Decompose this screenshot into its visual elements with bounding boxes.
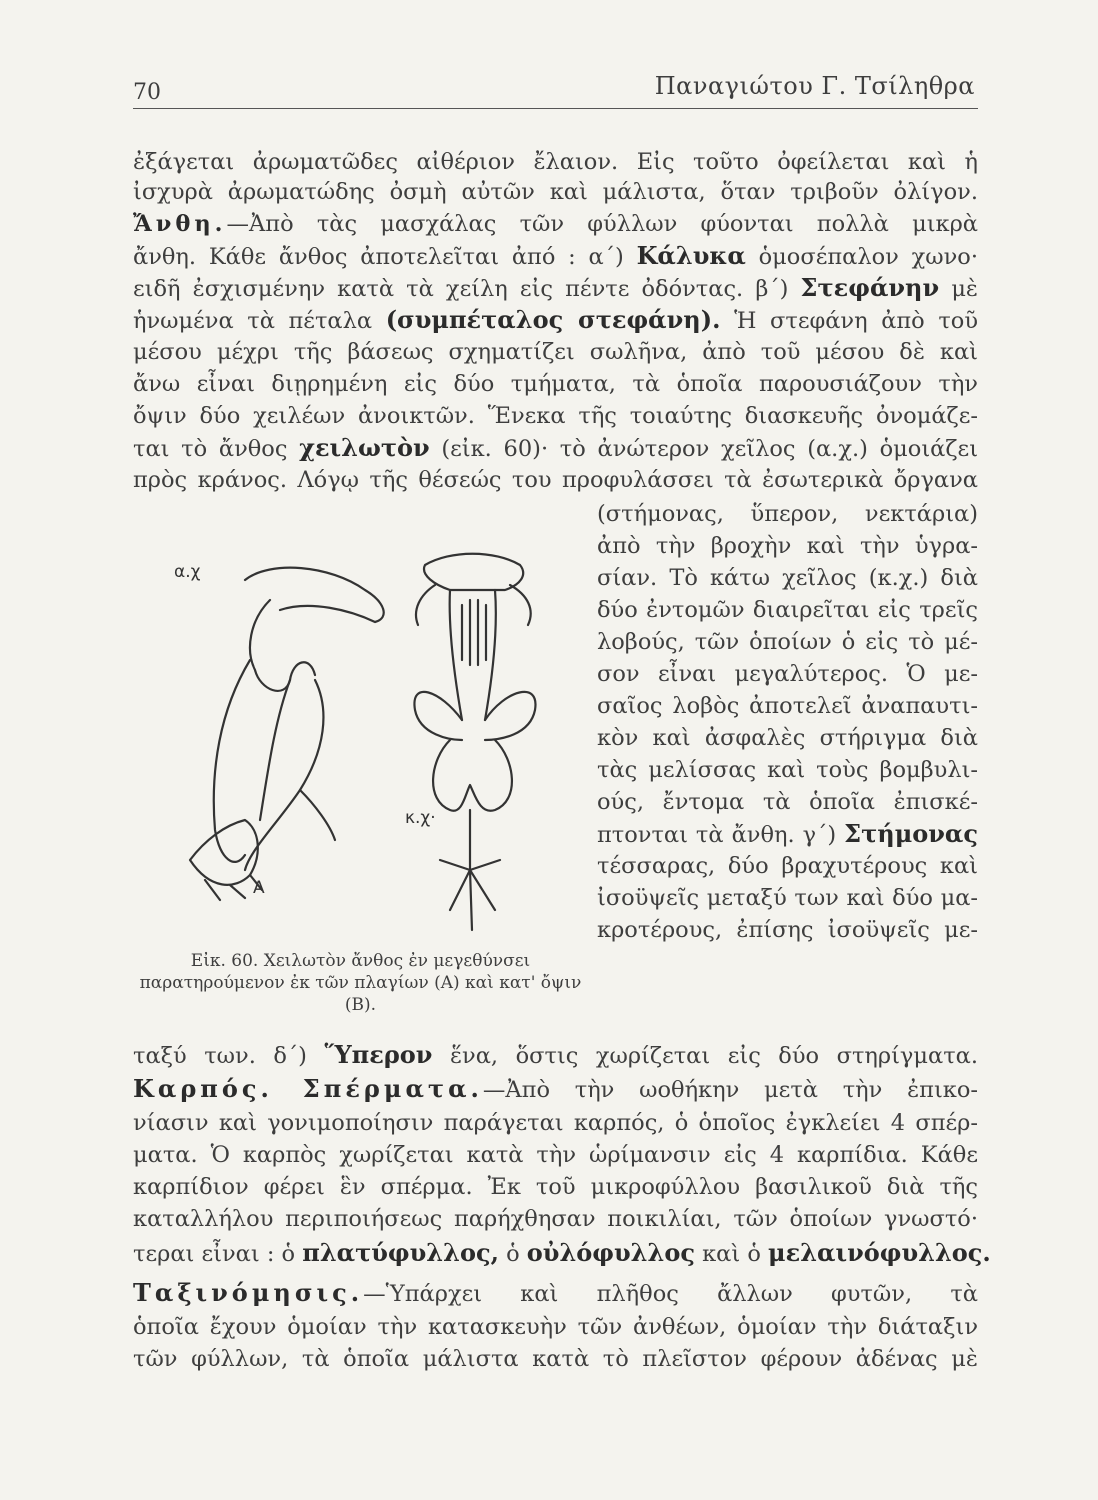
text-line: καρπίδιον φέρει ἓν σπέρμα. Ἐκ τοῦ μικροφύλλου βασιλικοῦ διὰ τῆς [133, 1174, 978, 1200]
text-line: ται τὸ ἄνθος χειλωτὸν (εἰκ. 60)· τὸ ἀνώτερον χεῖλος (α.χ.) ὁμοιάζει [133, 433, 979, 462]
text-line: ὄψιν δύο χειλέων ἀνοικτῶν. Ἕνεκα τῆς τοιαύτης διασκευῆς ὀνομάζε- [133, 403, 978, 429]
text-line: ἄνθη. Κάθε ἄνθος ἀποτελεῖται ἀπό : α΄) Κάλυκα ὁμοσέπαλον χωνο· [133, 241, 978, 270]
text-line: λοβούς, τῶν ὁποίων ὁ εἰς τὸ μέ- [597, 629, 978, 655]
term-sympetalos: (συμπέταλος στεφάνη). [385, 305, 721, 334]
term-melainofyllos: μελαινόφυλλος. [768, 1238, 991, 1267]
text-line: σον εἶναι μεγαλύτερος. Ὁ με- [597, 661, 978, 687]
text-line: δύο ἐντομῶν διαιρεῖται εἰς τρεῖς [597, 597, 978, 623]
text-line: ἐξάγεται ἀρωματῶδες αἰθέριον ἔλαιον. Εἰς τοῦτο ὀφείλεται καὶ ἡ [133, 149, 978, 175]
term-oulofyllos: οὐλόφυλλος [526, 1238, 695, 1267]
text-line: Ἄνθη.—Ἀπὸ τὰς μασχάλας τῶν φύλλων φύονται πολλὰ μικρὰ [133, 211, 978, 237]
term-stefanin: Στεφάνην [800, 273, 940, 302]
label-lower-lip: κ.χ· [405, 808, 436, 828]
term-platyfyllos: πλατύφυλλος, [302, 1238, 499, 1267]
text-line: ειδῆ ἐσχισμένην κατὰ τὰ χείλη εἰς πέντε ὀδόντας. β΄) Στεφάνην μὲ [133, 273, 979, 302]
heading-karpos: Καρπός. Σπέρματα. [133, 1074, 483, 1103]
text-line: σίαν. Τὸ κάτω χεῖλος (κ.χ.) διὰ [597, 565, 978, 591]
label-side-view: Α [253, 878, 265, 898]
header-rule [133, 108, 978, 109]
text-line: τεραι εἶναι : ὁ πλατύφυλλος, ὁ οὐλόφυλλος καὶ ὁ μελαινόφυλλος. [133, 1238, 991, 1267]
text-line: τέσσαρας, δύο βραχυτέρους καὶ [597, 853, 978, 879]
figure-caption: Εἰκ. 60. Χειλωτὸν ἄνθος ἐν μεγεθύνσει παρατηρούμενον ἐκ τῶν πλαγίων (Α) καὶ κατ' ὄψιν (Β). [139, 951, 582, 1015]
text-line: νίασιν καὶ γονιμοποίησιν παράγεται καρπός, ὁ ὁποῖος ἐγκλείει 4 σπέρ- [133, 1110, 978, 1136]
text-line: τῶν φύλλων, τὰ ὁποῖα μάλιστα κατὰ τὸ πλεῖστον φέρουν ἀδένας μὲ [133, 1346, 978, 1372]
figure-60-labiate-flower [150, 540, 590, 940]
text-line: πτονται τὰ ἄνθη. γ΄) Στήμονας [597, 819, 979, 848]
heading-taxinomisis: Ταξινόμησις. [133, 1278, 364, 1307]
text-line: (στήμονας, ὕπερον, νεκτάρια) [597, 501, 978, 527]
text-line: κὸν καὶ ἀσφαλὲς στήριγμα διὰ [597, 725, 978, 751]
term-cheilotos: χειλωτὸν [299, 433, 430, 462]
running-head: Παναγιώτου Γ. Τσίληθρα [654, 72, 975, 100]
page-number: 70 [133, 80, 161, 105]
text-line: Ταξινόμησις.—Ὑπάρχει καὶ πλῆθος ἄλλων φυτῶν, τὰ [133, 1278, 978, 1307]
text-line: καταλλήλου περιποιήσεως παρήχθησαν ποικιλίαι, τῶν ὁποίων γνωστό· [133, 1206, 978, 1232]
text-line: ἄνω εἶναι διῃρημένη εἰς δύο τμήματα, τὰ ὁποῖα παρουσιάζουν τὴν [133, 371, 978, 397]
text-line: ἡνωμένα τὰ πέταλα (συμπέταλος στεφάνη). Ἡ στεφάνη ἀπὸ τοῦ [133, 305, 979, 334]
text-line: ματα. Ὁ καρπὸς χωρίζεται κατὰ τὴν ὡρίμανσιν εἰς 4 καρπίδια. Κάθε [133, 1142, 978, 1168]
text-line: τὰς μελίσσας καὶ τοὺς βομβυλι- [597, 757, 978, 783]
heading-anthi: Ἄνθη. [133, 211, 227, 237]
text-line: ἰσχυρὰ ἀρωματώδης ὀσμὴ αὐτῶν καὶ μάλιστα, ὅταν τριβοῦν ὀλίγον. [133, 179, 978, 205]
text-line: σαῖος λοβὸς ἀποτελεῖ ἀναπαυτι- [597, 693, 978, 719]
term-kalyka: Κάλυκα [636, 241, 746, 270]
text-line: ἀπὸ τὴν βροχὴν καὶ τὴν ὑγρα- [597, 533, 978, 559]
term-stimonas: Στήμονας [844, 819, 979, 848]
label-upper-lip: α.χ [174, 562, 201, 582]
text-line: πρὸς κράνος. Λόγῳ τῆς θέσεώς του προφυλάσσει τὰ ἐσωτερικὰ ὄργανα [133, 467, 978, 493]
text-line: μέσου μέχρι τῆς βάσεως σχηματίζει σωλῆνα, ἀπὸ τοῦ μέσου δὲ καὶ [133, 339, 978, 365]
term-yperon: Ὕπερον [324, 1040, 433, 1069]
flower-illustration [150, 540, 590, 940]
text-line: ούς, ἔντομα τὰ ὁποῖα ἐπισκέ- [597, 789, 978, 815]
text-line: κροτέρους, ἐπίσης ἰσοϋψεῖς με- [597, 917, 978, 943]
text-line: ταξύ των. δ΄) Ὕπερον ἕνα, ὅστις χωρίζεται εἰς δύο στηρίγματα. [133, 1040, 978, 1069]
text-line: ἰσοϋψεῖς μεταξύ των καὶ δύο μα- [597, 885, 978, 911]
text-line: Καρπός. Σπέρματα.—Ἀπὸ τὴν ωοθήκην μετὰ τὴν ἐπικο- [133, 1074, 979, 1103]
text-line: ὁποῖα ἔχουν ὁμοίαν τὴν κατασκευὴν τῶν ἀνθέων, ὁμοίαν τὴν διάταξιν [133, 1314, 978, 1340]
